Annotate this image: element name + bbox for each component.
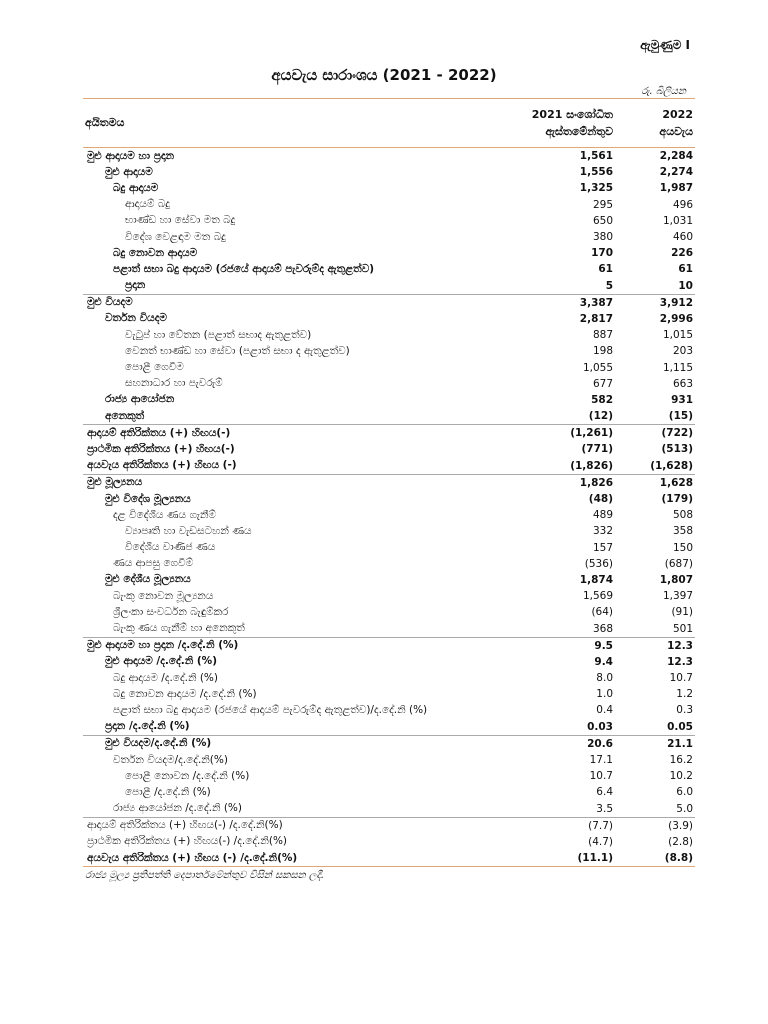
row-label: මුළු මූල්‍යනය [87, 476, 143, 489]
table-row [83, 278, 695, 294]
row-label: භාණ්ඩ හා සේවා මත බදු [125, 214, 236, 227]
table-group [83, 294, 695, 425]
value-2021: 20.6 [587, 737, 613, 750]
table-row [83, 507, 695, 523]
table-row [83, 197, 695, 213]
row-label: බදු නොවන ආදායම /ද.දේ.නි (%) [113, 687, 257, 700]
value-2022: 1,628 [659, 476, 693, 489]
table-row [83, 359, 695, 375]
table-row [83, 475, 695, 491]
row-label: වෙනත් භාණ්ඩ හා සේවා (පළාත් සභා ද ඇතුළත්ව) [125, 344, 350, 357]
value-2022: 203 [672, 345, 693, 358]
row-label: බැංකු ණය ගැනීම් හා අනෙකුත් [113, 622, 245, 635]
row-label: විදේශීය වාණිජ ණය [125, 541, 216, 554]
row-label: පොළී /ද.දේ.නි (%) [125, 785, 211, 798]
table-row [83, 736, 695, 752]
value-2021: 3.5 [596, 802, 613, 815]
row-label: රාජ්‍ය ආයෝජන [105, 393, 175, 406]
table-row [83, 702, 695, 718]
table-header [83, 98, 695, 147]
value-2021: 368 [592, 622, 613, 635]
value-2021: 5 [605, 279, 613, 292]
table-row [83, 604, 695, 620]
value-2022: 501 [672, 622, 693, 635]
column-header-2021-line2: ඇස්තමේන්තුව [545, 125, 613, 138]
table-group [83, 735, 695, 817]
row-label: පළාත් සභා බදු ආදායම (රජයේ ආදායම් පැවරුම්ද ඇතුළත්ව) [113, 262, 375, 275]
value-2022: 508 [672, 509, 693, 522]
table-body [83, 147, 695, 866]
row-label: වර්තන වියදම [105, 312, 167, 325]
table-row [83, 148, 695, 164]
value-2021: 0.03 [587, 720, 613, 733]
table-row [83, 801, 695, 817]
table-row [83, 572, 695, 588]
value-2022: 496 [672, 198, 693, 211]
table-group [83, 147, 695, 294]
row-label: බදු නොවන ආදායම [113, 246, 198, 259]
value-2022: 0.05 [667, 720, 693, 733]
value-2021: 157 [592, 541, 613, 554]
value-2021: 1,826 [579, 476, 613, 489]
row-label: මුළු ආදායම හා ප්‍රදාන [87, 149, 175, 162]
table-row [83, 784, 695, 800]
row-label: විදේශ වෙළඳාම මත බදු [125, 230, 226, 243]
table-row [83, 408, 695, 424]
table-row [83, 752, 695, 768]
value-2022: 226 [671, 247, 693, 260]
row-label: වැටුප් හා වේතන (පළාත් සභාද ඇතුළත්ව) [125, 328, 312, 341]
value-2022: 10.2 [669, 770, 693, 783]
value-2022: 10 [678, 279, 693, 292]
value-2022: 61 [678, 263, 693, 276]
row-label: ආදායම් අතිරික්තය (+) හිඟය(-) /ද.දේ.නි(%) [87, 819, 283, 832]
value-2021: 170 [591, 247, 613, 260]
value-2021: 650 [592, 214, 613, 227]
column-header-2021 [493, 106, 613, 140]
value-2021: (1,826) [570, 459, 613, 472]
value-2021: 332 [592, 525, 613, 538]
row-label: ප්‍රදාන [125, 279, 146, 292]
table-row [83, 376, 695, 392]
value-2022: 1,015 [662, 329, 693, 342]
value-2021: 9.5 [594, 639, 613, 652]
table-row [83, 213, 695, 229]
row-label: සහනාධාර හා පැවරුම් [125, 377, 223, 390]
value-2021: 198 [592, 345, 613, 358]
table-row [83, 719, 695, 735]
row-label: පළාත් සභා බදු ආදායම (රජයේ ආදායම් පැවරුම්ද ඇතුළත්ව)/ද.දේ.නි (%) [113, 703, 428, 716]
value-2022: 5.0 [676, 802, 693, 815]
value-2021: 6.4 [596, 786, 613, 799]
value-2022: 460 [672, 231, 693, 244]
value-2022: 12.3 [667, 655, 693, 668]
value-2022: (687) [664, 557, 693, 570]
row-label: මුළු වියදම/ද.දේ.නි (%) [105, 737, 212, 750]
value-2022: 1,031 [662, 214, 693, 227]
table-row [83, 850, 695, 866]
value-2022: (513) [661, 443, 693, 456]
value-2022: 3,912 [659, 296, 693, 309]
value-2021: 17.1 [589, 754, 613, 767]
value-2021: 8.0 [596, 672, 613, 685]
table-row [83, 327, 695, 343]
value-2021: 1,874 [579, 573, 613, 586]
row-label: ආදායම් බදු [125, 198, 170, 211]
row-label: බැංකු නොවන මූල්‍යනය [113, 589, 214, 602]
value-2021: 2,817 [579, 312, 613, 325]
value-2022: (179) [661, 493, 693, 506]
value-2022: (15) [668, 410, 693, 423]
value-2021: 380 [592, 231, 613, 244]
value-2022: (91) [671, 606, 693, 619]
value-2021: 1,325 [579, 182, 613, 195]
row-label: ව්‍යාපෘති හා වැඩසටහන් ණය [125, 524, 252, 537]
row-label: ණය ආපසු ගෙවීම් [113, 557, 194, 570]
table-row [83, 425, 695, 441]
table-row [83, 638, 695, 654]
table-row [83, 261, 695, 277]
value-2021: 1,569 [582, 590, 613, 603]
table-row [83, 343, 695, 359]
value-2021: (536) [584, 557, 613, 570]
table-group [83, 424, 695, 474]
value-2021: 9.4 [594, 655, 613, 668]
value-2021: (4.7) [588, 835, 613, 848]
value-2022: 1,807 [659, 573, 693, 586]
table-row [83, 458, 695, 474]
value-2021: 10.7 [589, 770, 613, 783]
table-row [83, 295, 695, 311]
row-label: අනෙකුත් [105, 409, 145, 422]
table-row [83, 441, 695, 457]
column-header-2021-line1: 2021 සංශෝධිත [531, 108, 613, 121]
value-2022: (722) [661, 427, 693, 440]
value-2021: (48) [588, 493, 613, 506]
value-2022: 16.2 [669, 754, 693, 767]
row-label: මුළු වියදම [87, 296, 133, 309]
table-group [83, 474, 695, 637]
value-2022: 2,274 [659, 166, 693, 179]
row-label: බදු ආදායම [113, 181, 159, 194]
table-row [83, 556, 695, 572]
table-group [83, 817, 695, 867]
value-2021: 1,055 [582, 361, 613, 374]
value-2022: (3.9) [668, 819, 693, 832]
row-label: ශ්‍රීලංකා සංවර්ධන බැඳුම්කර [113, 605, 229, 618]
table-row [83, 670, 695, 686]
table-row [83, 686, 695, 702]
value-2021: 1,556 [579, 166, 613, 179]
table-row [83, 540, 695, 556]
value-2022: 931 [671, 393, 693, 406]
value-2021: 61 [598, 263, 613, 276]
value-2022: 358 [672, 525, 693, 538]
column-header-item: අයිතමය [85, 116, 125, 129]
value-2022: 1,397 [662, 590, 693, 603]
value-2021: (12) [588, 410, 613, 423]
row-label: බදු ආදායම /ද.දේ.නි (%) [113, 671, 219, 684]
value-2022: 1,115 [662, 361, 693, 374]
column-header-2022-line2: අයවැය [659, 125, 693, 138]
value-2022: 2,284 [659, 150, 693, 163]
row-label: වර්තන වියදම/ද.දේ.නි(%) [113, 753, 228, 766]
value-2021: 887 [592, 329, 613, 342]
value-2021: (771) [581, 443, 613, 456]
value-2021: 295 [592, 198, 613, 211]
row-label: මුළු ආදායම හා ප්‍රදාන /ද.දේ.නි (%) [87, 639, 239, 652]
table-row [83, 818, 695, 834]
table-row [83, 311, 695, 327]
value-2022: (8.8) [664, 852, 693, 865]
row-label: පොළී නොවන /ද.දේ.නි (%) [125, 769, 250, 782]
row-label: මුළු දේශීය මූල්‍යනය [105, 573, 191, 586]
row-label: පොළී ගෙවීම [125, 361, 184, 374]
table-row [83, 654, 695, 670]
value-2021: (7.7) [588, 819, 613, 832]
value-2021: (1,261) [570, 427, 613, 440]
value-2022: 1.2 [676, 688, 693, 701]
value-2022: 1,987 [659, 182, 693, 195]
row-label: දළ විදේශීය ණය ගැනීම් [113, 508, 216, 521]
row-label: ප්‍රදාන /ද.දේ.නි (%) [105, 720, 190, 733]
column-header-2022 [613, 106, 695, 140]
table-row [83, 620, 695, 636]
value-2021: 489 [592, 509, 613, 522]
table-row [83, 180, 695, 196]
column-header-2022-line1: 2022 [662, 108, 693, 121]
table-row [83, 834, 695, 850]
source-note: රාජ්‍ය මූල්‍ය ප්‍රතිපත්ති දෙපාර්තමේන්තුව විසින් සකසන ලදී. [85, 870, 325, 882]
row-label: ප්‍රාථමික අතිරික්තය (+) හිඟය(-) [87, 442, 235, 455]
value-2022: 12.3 [667, 639, 693, 652]
value-2022: (1,628) [650, 459, 693, 472]
value-2021: 1,561 [579, 150, 613, 163]
value-2021: (11.1) [577, 852, 613, 865]
row-label: අයවැය අතිරික්තය (+) හිඟය (-) /ද.දේ.නි(%) [87, 851, 298, 864]
value-2021: (64) [591, 606, 613, 619]
row-label: ආදායම් අතිරික්තය (+) හිඟය(-) [87, 426, 231, 439]
row-label: මුළු ආදායම [105, 165, 153, 178]
value-2022: 663 [672, 377, 693, 390]
table-row [83, 768, 695, 784]
value-2021: 582 [591, 393, 613, 406]
value-2022: 6.0 [676, 786, 693, 799]
table-row [83, 245, 695, 261]
table-row [83, 491, 695, 507]
row-label: ප්‍රාථමික අතිරික්තය (+) හිඟය(-) /ද.දේ.නි(%) [87, 835, 288, 848]
page-title: අයවැය සාරාංශය (2021 - 2022) [271, 66, 497, 84]
value-2021: 3,387 [579, 296, 613, 309]
table-row [83, 164, 695, 180]
value-2022: 150 [672, 541, 693, 554]
table-row [83, 523, 695, 539]
value-2022: 0.3 [676, 704, 693, 717]
table-group [83, 637, 695, 735]
value-2022: 21.1 [667, 737, 693, 750]
row-label: රාජ්‍ය ආයෝජන /ද.දේ.නි (%) [113, 802, 242, 815]
value-2022: 10.7 [669, 672, 693, 685]
row-label: මුළු ආදායම /ද.දේ.නි (%) [105, 655, 217, 668]
value-2021: 1.0 [596, 688, 613, 701]
table-row [83, 588, 695, 604]
row-label: අයවැය අතිරික්තය (+) හිඟය (-) [87, 459, 237, 472]
value-2022: 2,996 [659, 312, 693, 325]
budget-summary-table [83, 98, 695, 881]
unit-label: රු. බිලියන [641, 86, 686, 97]
row-label: මුළු විදේශ මූල්‍යනය [105, 492, 191, 505]
value-2021: 0.4 [596, 704, 613, 717]
value-2021: 677 [592, 377, 613, 390]
value-2022: (2.8) [668, 835, 693, 848]
table-row [83, 392, 695, 408]
table-row [83, 229, 695, 245]
annex-label: ඇමුණුම I [640, 38, 690, 52]
